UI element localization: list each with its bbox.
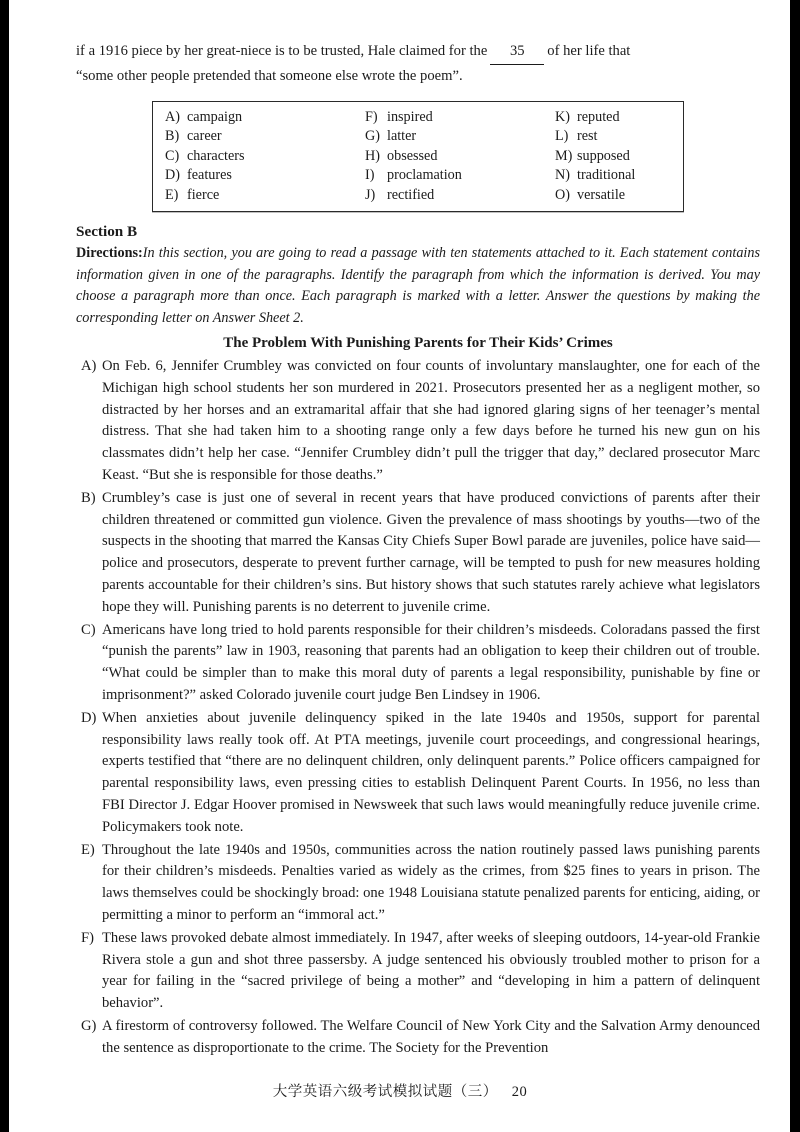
paragraph-text: On Feb. 6, Jennifer Crumbley was convicted on four counts of involuntary manslaughter, one for each of the Michigan high school students her son murdered in 2021. Prosecutors presented her as a negligent mother, so distracted by her horses and an extramarital affair that she had ignored glaring signs of her teenager’s mental distress. That she had taken him to a shooting range only a few days before he turned his new gun on his classmates didn’t help her case. “Jennifer Crumbley didn’t pull the trigger that day,” declared prosecutor Marc Keast. “But she is responsible for those deaths.” xyxy=(102,358,760,484)
passage-paragraph-e xyxy=(76,840,760,927)
word-bank-option-word: rectified xyxy=(387,186,435,203)
word-bank-option-word: campaign xyxy=(187,109,243,125)
paragraph-letter: F) xyxy=(81,929,94,946)
word-bank-option-key: B) xyxy=(165,128,180,145)
page-footer xyxy=(0,1080,800,1101)
word-bank-option-key: M) xyxy=(555,147,573,164)
cloze-line-1-before: if a 1916 piece by her great-niece is to be trusted, Hale claimed for the xyxy=(76,43,488,59)
word-bank-option[interactable] xyxy=(365,166,555,185)
paragraph-letter: A) xyxy=(81,358,97,375)
word-bank-option[interactable] xyxy=(165,127,365,146)
cloze-line-1-after: of her life that xyxy=(547,43,631,59)
word-bank-option[interactable] xyxy=(555,166,695,185)
paragraph-text: Americans have long tried to hold parents responsible for their children’s misdeeds. Coloradans passed the first “punish the parents” law in 1903, reasoning that parents had an obligation to keep their children out of trouble. “What could be simpler than to make this moral duty of parents a legal responsibility, punishable by fine or imprisonment?” asked Colorado juvenile court judge Ben Lindsey in 1906. xyxy=(102,621,760,703)
word-bank-option-word: versatile xyxy=(577,186,626,203)
word-bank-option-word: fierce xyxy=(187,186,220,203)
paragraph-text: When anxieties about juvenile delinquency spiked in the late 1940s and 1950s, support for parental responsibility laws really took off. At PTA meetings, juvenile court proceedings, and congressional hearings, experts testified that “there are no delinquent children, only delinquent parents.” Police officers campaigned for parental responsibility laws, even pressing cities to establish Delinquent Parent Courts. In 1956, no less than FBI Director J. Edgar Hoover promised in Newsweek that such laws would meaningfully reduce juvenile crime. Policymakers took note. xyxy=(102,709,760,835)
paragraph-letter: C) xyxy=(81,621,96,638)
paragraph-text: A firestorm of controversy followed. The Welfare Council of New York City and the Salvation Army denounced the sentence as disproportionate to the crime. The Society for the Prevention xyxy=(102,1017,760,1056)
word-bank-option[interactable] xyxy=(555,127,695,146)
passage-paragraph-c xyxy=(76,620,760,707)
cloze-continuation-paragraph xyxy=(76,40,760,87)
word-bank-option-word: supposed xyxy=(577,147,630,164)
word-bank-option[interactable] xyxy=(365,108,555,127)
paragraph-text: These laws provoked debate almost immediately. In 1947, after weeks of sleeping outdoors, 14-year-old Frankie Rivera stole a gun and shot three passersby. A judge sentenced his obviously troubled mother to prison for a year for failing in the “sacred privilege of being a mother” and “developing in him a pattern of delinquent behavior”. xyxy=(102,929,760,1012)
page-content xyxy=(76,40,760,1061)
footer-page-number: 20 xyxy=(511,1084,528,1100)
word-bank-option-word: obsessed xyxy=(387,147,438,164)
word-bank-option-key: K) xyxy=(555,109,570,125)
word-bank-option-key: N) xyxy=(555,167,570,184)
word-bank-option-word: traditional xyxy=(577,167,636,184)
passage-title: The Problem With Punishing Parents for Their Kids’ Crimes xyxy=(223,335,613,352)
cloze-blank-35[interactable]: 35 xyxy=(490,40,544,65)
paragraph-text: Throughout the late 1940s and 1950s, communities across the nation routinely passed laws punishing parents for their children’s misdeeds. Penalties varied as widely as the crimes, from $25 fines to years in prison. The laws themselves could be shockingly broad: one 1948 Louisiana statute penalized parents for enticing, aiding, or permitting a minor to perform an “immoral act.” xyxy=(102,841,760,923)
passage-paragraph-f xyxy=(76,928,760,1015)
scan-shadow-left xyxy=(0,0,9,1132)
directions-body: In this section, you are going to read a passage with ten statements attached to it. Each statement contains information given in one of the paragraphs. Identify the paragraph from which the information is derived. You may choose a paragraph more than once. Each paragraph is marked with a letter. Answer the questions by making the corresponding letter on Answer Sheet 2. xyxy=(76,245,760,326)
word-bank-option[interactable] xyxy=(555,108,695,127)
word-bank-option[interactable] xyxy=(365,186,555,205)
paragraph-letter: D) xyxy=(81,709,97,726)
passage-paragraph-b xyxy=(76,488,760,619)
word-bank-option[interactable] xyxy=(165,166,365,185)
word-bank-option-word: inspired xyxy=(387,109,433,125)
scan-shadow-right xyxy=(790,0,800,1132)
paragraph-text: Crumbley’s case is just one of several in recent years that have produced convictions of parents after their children threatened or committed gun violence. Given the prevalence of mass shootings by youths—two of the suspects in the shooting that marred the Kansas City Chiefs Super Bowl parade are juveniles, police have said—police and prosecutors, desperate to prevent further carnage, will be tempted to push for new measures holding parents accountable for their children’s sins. But history shows that such statutes rarely achieve what legislators hope they will. Punishing parents is no deterrent to juvenile crime. xyxy=(102,489,760,615)
word-bank-option[interactable] xyxy=(365,127,555,146)
word-bank-option[interactable] xyxy=(165,186,365,205)
section-b-directions xyxy=(76,243,760,329)
word-bank-option-word: features xyxy=(187,167,232,184)
word-bank-option[interactable] xyxy=(165,147,365,166)
word-bank-option-key: I) xyxy=(365,167,375,184)
word-bank-option-key: F) xyxy=(365,109,378,125)
word-bank-grid xyxy=(153,108,683,205)
word-bank-box xyxy=(152,101,684,212)
passage-paragraph-a xyxy=(76,356,760,487)
word-bank-option[interactable] xyxy=(165,108,365,127)
word-bank-option-word: career xyxy=(187,128,222,145)
word-bank-option[interactable] xyxy=(555,186,695,205)
word-bank-option-word: latter xyxy=(387,128,417,145)
paragraph-letter: E) xyxy=(81,841,95,858)
word-bank-option-key: C) xyxy=(165,147,180,164)
word-bank-option-key: J) xyxy=(365,186,376,203)
passage-paragraph-list xyxy=(76,356,760,1060)
word-bank-option-word: rest xyxy=(577,128,598,145)
word-bank-option-key: A) xyxy=(165,109,180,125)
passage-paragraph-g xyxy=(76,1016,760,1060)
paragraph-letter: B) xyxy=(81,489,96,506)
word-bank-option-word: proclamation xyxy=(387,167,462,184)
word-bank-option-key: E) xyxy=(165,186,179,203)
word-bank-option-key: H) xyxy=(365,147,380,164)
section-b-heading: Section B xyxy=(76,223,138,241)
word-bank-option-word: reputed xyxy=(577,109,620,125)
passage-paragraph-d xyxy=(76,708,760,839)
word-bank-option-key: D) xyxy=(165,167,180,184)
directions-label: Directions: xyxy=(76,245,143,262)
cloze-line-2: “some other people pretended that someone else wrote the poem”. xyxy=(76,67,463,84)
footer-exam-title: 大学英语六级考试模拟试题（三） xyxy=(272,1084,498,1100)
word-bank-option-word: characters xyxy=(187,147,245,164)
word-bank-option-key: O) xyxy=(555,186,570,203)
word-bank-option-key: G) xyxy=(365,128,380,145)
word-bank-option-key: L) xyxy=(555,128,569,145)
word-bank-option[interactable] xyxy=(555,147,695,166)
word-bank-option[interactable] xyxy=(365,147,555,166)
paragraph-letter: G) xyxy=(81,1017,97,1034)
